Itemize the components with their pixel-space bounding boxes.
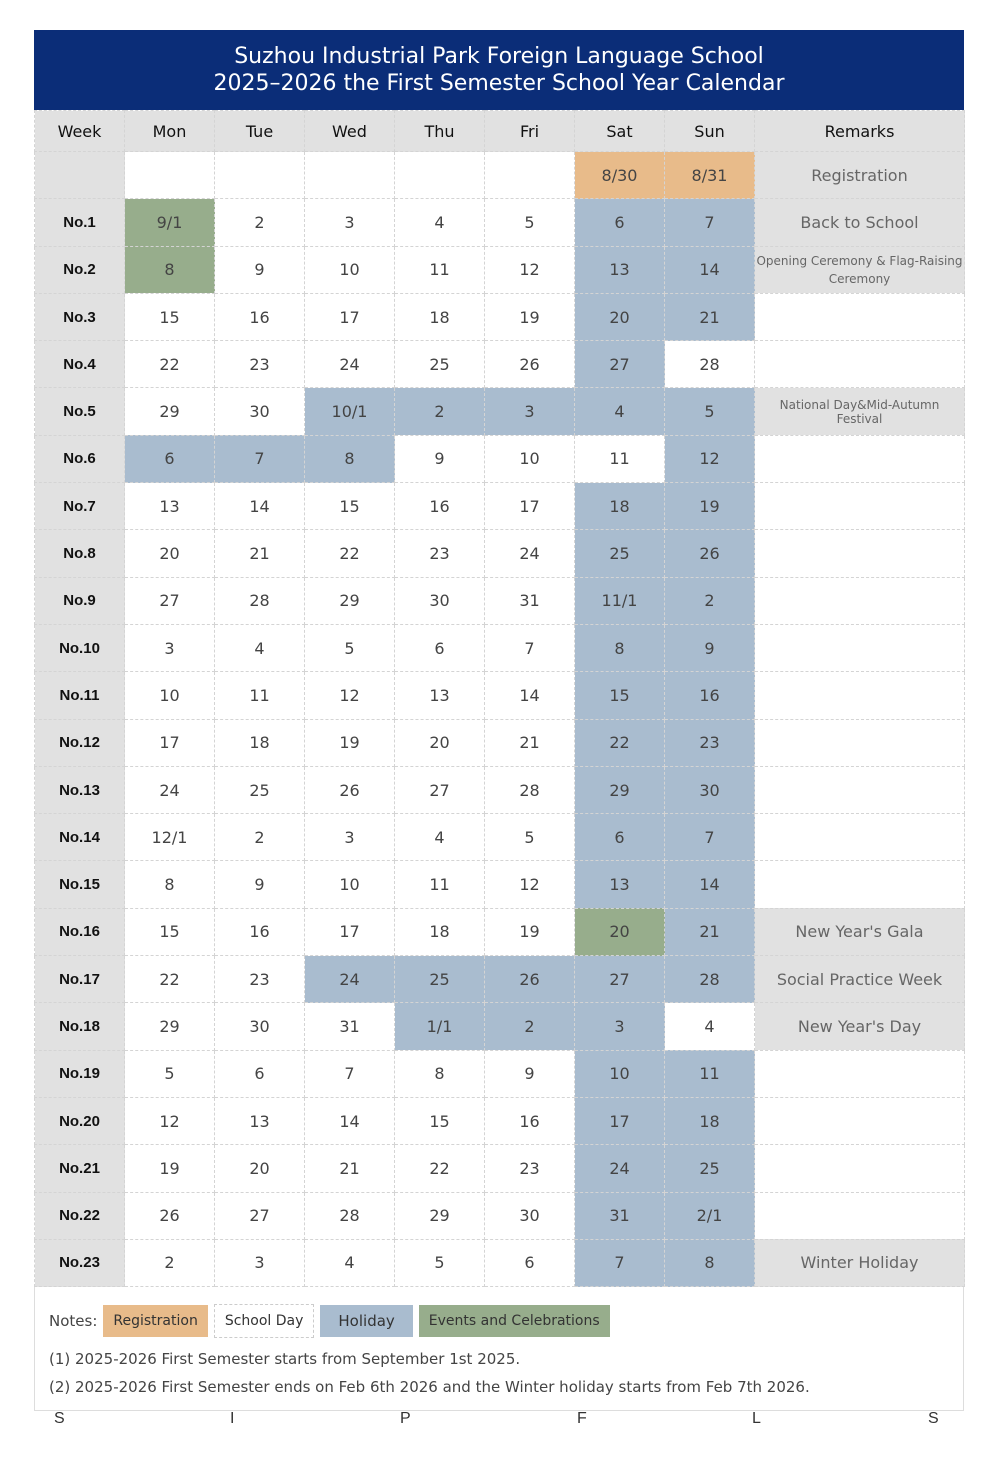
day-cell-thu: 27: [395, 766, 485, 813]
day-cell-sat: 6: [575, 814, 665, 861]
day-cell-sat: 11: [575, 435, 665, 482]
week-row: [35, 1050, 965, 1097]
day-cell-sat: 13: [575, 861, 665, 908]
day-cell-thu: 25: [395, 341, 485, 388]
day-cell-thu: 30: [395, 577, 485, 624]
day-cell-sat: 8/30: [575, 152, 665, 199]
week-row: [35, 1145, 965, 1192]
day-cell-wed: 17: [305, 293, 395, 340]
day-cell-fri: 14: [485, 672, 575, 719]
week-row: [35, 388, 965, 435]
week-label: No.7: [35, 483, 125, 530]
week-label: No.18: [35, 1003, 125, 1050]
footer-letter: L: [752, 1410, 761, 1427]
day-cell-fri: 9: [485, 1050, 575, 1097]
day-cell-fri: 12: [485, 246, 575, 293]
day-cell-sun: 2/1: [665, 1192, 755, 1239]
day-cell-mon: 5: [125, 1050, 215, 1097]
day-cell-fri: 5: [485, 814, 575, 861]
day-cell-mon: 12/1: [125, 814, 215, 861]
day-cell-mon: [125, 152, 215, 199]
day-cell-wed: 10: [305, 246, 395, 293]
day-cell-wed: 29: [305, 577, 395, 624]
day-cell-mon: 15: [125, 908, 215, 955]
day-cell-tue: 21: [215, 530, 305, 577]
week-row: [35, 577, 965, 624]
remark-cell: [755, 766, 965, 813]
day-cell-thu: 25: [395, 956, 485, 1003]
day-cell-sun: 30: [665, 766, 755, 813]
day-cell-sun: 28: [665, 341, 755, 388]
header-fri: Fri: [485, 111, 575, 152]
remark-cell: [755, 1192, 965, 1239]
day-cell-sat: 3: [575, 1003, 665, 1050]
day-cell-thu: 1/1: [395, 1003, 485, 1050]
day-cell-sun: 18: [665, 1097, 755, 1144]
remark-cell: [755, 719, 965, 766]
day-cell-wed: 5: [305, 624, 395, 671]
day-cell-tue: 7: [215, 435, 305, 482]
remark-cell: Back to School: [755, 199, 965, 246]
week-row: [35, 435, 965, 482]
day-cell-wed: 12: [305, 672, 395, 719]
week-row: [35, 908, 965, 955]
day-cell-sat: 25: [575, 530, 665, 577]
week-label: No.22: [35, 1192, 125, 1239]
remark-cell: National Day&Mid-Autumn Festival: [755, 388, 965, 435]
day-cell-thu: 23: [395, 530, 485, 577]
day-cell-fri: 30: [485, 1192, 575, 1239]
week-row: [35, 1192, 965, 1239]
week-label: No.12: [35, 719, 125, 766]
day-cell-sat: 7: [575, 1239, 665, 1286]
week-label: No.23: [35, 1239, 125, 1286]
day-cell-tue: 23: [215, 956, 305, 1003]
day-cell-wed: 10: [305, 861, 395, 908]
week-row: [35, 1003, 965, 1050]
week-row: [35, 861, 965, 908]
week-label: No.16: [35, 908, 125, 955]
day-cell-sat: 24: [575, 1145, 665, 1192]
week-row: [35, 483, 965, 530]
day-cell-sun: 16: [665, 672, 755, 719]
day-cell-mon: 2: [125, 1239, 215, 1286]
day-cell-tue: 6: [215, 1050, 305, 1097]
day-cell-thu: [395, 152, 485, 199]
day-cell-fri: 24: [485, 530, 575, 577]
remark-cell: New Year's Gala: [755, 908, 965, 955]
week-label: No.6: [35, 435, 125, 482]
day-cell-sun: 19: [665, 483, 755, 530]
day-cell-thu: 9: [395, 435, 485, 482]
day-cell-sun: 8: [665, 1239, 755, 1286]
day-cell-tue: 16: [215, 908, 305, 955]
day-cell-thu: 2: [395, 388, 485, 435]
remark-cell: [755, 624, 965, 671]
legend-school-day: School Day: [214, 1304, 315, 1338]
day-cell-fri: [485, 152, 575, 199]
day-cell-mon: 29: [125, 388, 215, 435]
day-cell-mon: 29: [125, 1003, 215, 1050]
week-row: [35, 1239, 965, 1286]
day-cell-thu: 11: [395, 246, 485, 293]
day-cell-fri: 26: [485, 341, 575, 388]
remark-cell: [755, 1097, 965, 1144]
day-cell-wed: 22: [305, 530, 395, 577]
day-cell-wed: 19: [305, 719, 395, 766]
day-cell-sat: 15: [575, 672, 665, 719]
day-cell-thu: 22: [395, 1145, 485, 1192]
day-cell-fri: 19: [485, 293, 575, 340]
day-cell-thu: 8: [395, 1050, 485, 1097]
week-label: No.1: [35, 199, 125, 246]
day-cell-fri: 16: [485, 1097, 575, 1144]
note-line-1: (1) 2025-2026 First Semester starts from September 1st 2025.: [49, 1350, 521, 1369]
day-cell-sat: 10: [575, 1050, 665, 1097]
day-cell-sun: 12: [665, 435, 755, 482]
day-cell-tue: 16: [215, 293, 305, 340]
day-cell-mon: 13: [125, 483, 215, 530]
remark-cell: [755, 1145, 965, 1192]
day-cell-thu: 29: [395, 1192, 485, 1239]
day-cell-sat: 20: [575, 293, 665, 340]
day-cell-tue: 9: [215, 861, 305, 908]
week-row: [35, 956, 965, 1003]
day-cell-tue: 25: [215, 766, 305, 813]
legend-events: Events and Celebrations: [419, 1305, 610, 1337]
header-thu: Thu: [395, 111, 485, 152]
remark-cell: [755, 435, 965, 482]
remark-cell: Registration: [755, 152, 965, 199]
day-cell-mon: 3: [125, 624, 215, 671]
legend-registration: Registration: [103, 1305, 207, 1337]
day-cell-wed: 3: [305, 199, 395, 246]
day-cell-sun: 23: [665, 719, 755, 766]
day-cell-thu: 18: [395, 293, 485, 340]
day-cell-wed: 17: [305, 908, 395, 955]
day-cell-sun: 11: [665, 1050, 755, 1097]
day-cell-fri: 17: [485, 483, 575, 530]
title-line-1: Suzhou Industrial Park Foreign Language School: [234, 44, 764, 69]
day-cell-tue: 11: [215, 672, 305, 719]
week-label: No.8: [35, 530, 125, 577]
day-cell-fri: 5: [485, 199, 575, 246]
day-cell-fri: 3: [485, 388, 575, 435]
remark-cell: [755, 861, 965, 908]
day-cell-mon: 9/1: [125, 199, 215, 246]
school-calendar: [34, 30, 964, 1411]
day-cell-sat: 13: [575, 246, 665, 293]
day-cell-thu: 18: [395, 908, 485, 955]
header-sun: Sun: [665, 111, 755, 152]
footer-letter: I: [230, 1410, 235, 1427]
week-row: [35, 152, 965, 199]
day-cell-sun: 14: [665, 246, 755, 293]
week-label: No.20: [35, 1097, 125, 1144]
day-cell-wed: 24: [305, 341, 395, 388]
day-cell-mon: 24: [125, 766, 215, 813]
day-cell-fri: 26: [485, 956, 575, 1003]
day-cell-tue: 23: [215, 341, 305, 388]
week-label: No.17: [35, 956, 125, 1003]
day-cell-thu: 13: [395, 672, 485, 719]
day-cell-wed: 8: [305, 435, 395, 482]
day-cell-mon: 12: [125, 1097, 215, 1144]
day-cell-sun: 2: [665, 577, 755, 624]
week-label: No.3: [35, 293, 125, 340]
remark-cell: [755, 483, 965, 530]
remark-cell: [755, 1050, 965, 1097]
day-cell-mon: 19: [125, 1145, 215, 1192]
day-cell-sun: 28: [665, 956, 755, 1003]
day-cell-sat: 17: [575, 1097, 665, 1144]
week-label: [35, 152, 125, 199]
day-cell-fri: 6: [485, 1239, 575, 1286]
day-cell-sun: 21: [665, 908, 755, 955]
day-cell-wed: 14: [305, 1097, 395, 1144]
footer-letter: P: [400, 1410, 411, 1427]
day-cell-fri: 10: [485, 435, 575, 482]
day-cell-thu: 4: [395, 199, 485, 246]
day-cell-sat: 8: [575, 624, 665, 671]
week-row: [35, 766, 965, 813]
week-label: No.9: [35, 577, 125, 624]
remark-cell: [755, 814, 965, 861]
day-cell-thu: 16: [395, 483, 485, 530]
day-cell-fri: 28: [485, 766, 575, 813]
day-cell-fri: 21: [485, 719, 575, 766]
day-cell-wed: 15: [305, 483, 395, 530]
day-cell-sat: 20: [575, 908, 665, 955]
remark-cell: [755, 341, 965, 388]
header-remarks: Remarks: [755, 111, 965, 152]
day-cell-tue: 2: [215, 199, 305, 246]
day-cell-tue: 27: [215, 1192, 305, 1239]
notes-section: [34, 1287, 964, 1411]
day-cell-sun: 25: [665, 1145, 755, 1192]
week-label: No.5: [35, 388, 125, 435]
day-cell-tue: 9: [215, 246, 305, 293]
day-cell-wed: 4: [305, 1239, 395, 1286]
header-week: Week: [35, 111, 125, 152]
week-label: No.15: [35, 861, 125, 908]
legend-holiday: Holiday: [320, 1305, 412, 1337]
day-cell-sun: 5: [665, 388, 755, 435]
day-cell-sun: 8/31: [665, 152, 755, 199]
remark-cell: New Year's Day: [755, 1003, 965, 1050]
day-cell-sat: 27: [575, 956, 665, 1003]
week-label: No.4: [35, 341, 125, 388]
note-line-2: (2) 2025-2026 First Semester ends on Feb 6th 2026 and the Winter holiday starts from Feb 7th 2026.: [49, 1378, 810, 1397]
day-cell-fri: 7: [485, 624, 575, 671]
day-cell-tue: 13: [215, 1097, 305, 1144]
header-mon: Mon: [125, 111, 215, 152]
day-cell-tue: 20: [215, 1145, 305, 1192]
day-cell-sat: 31: [575, 1192, 665, 1239]
legend: [49, 1287, 949, 1338]
week-row: [35, 672, 965, 719]
calendar-table: [34, 110, 965, 1287]
day-cell-sat: 4: [575, 388, 665, 435]
day-cell-sat: 29: [575, 766, 665, 813]
day-cell-mon: 8: [125, 246, 215, 293]
day-cell-sat: 6: [575, 199, 665, 246]
footer-letter: S: [54, 1410, 65, 1427]
week-row: [35, 341, 965, 388]
day-cell-thu: 6: [395, 624, 485, 671]
day-cell-sat: 18: [575, 483, 665, 530]
day-cell-tue: 14: [215, 483, 305, 530]
day-cell-wed: 28: [305, 1192, 395, 1239]
remark-cell: [755, 577, 965, 624]
week-label: No.11: [35, 672, 125, 719]
footer-letters: [34, 1410, 964, 1434]
day-cell-fri: 19: [485, 908, 575, 955]
day-cell-tue: 18: [215, 719, 305, 766]
day-cell-mon: 17: [125, 719, 215, 766]
day-cell-tue: 28: [215, 577, 305, 624]
day-cell-sat: 27: [575, 341, 665, 388]
day-cell-mon: 22: [125, 956, 215, 1003]
day-cell-thu: 20: [395, 719, 485, 766]
notes-label: Notes:: [49, 1312, 98, 1331]
footer-letter: S: [928, 1410, 939, 1427]
day-cell-wed: 10/1: [305, 388, 395, 435]
header-tue: Tue: [215, 111, 305, 152]
day-cell-wed: 7: [305, 1050, 395, 1097]
day-cell-tue: 2: [215, 814, 305, 861]
day-cell-tue: [215, 152, 305, 199]
day-cell-mon: 22: [125, 341, 215, 388]
remark-cell: [755, 530, 965, 577]
week-row: [35, 530, 965, 577]
day-cell-wed: 3: [305, 814, 395, 861]
week-label: No.19: [35, 1050, 125, 1097]
day-cell-fri: 2: [485, 1003, 575, 1050]
day-cell-wed: 21: [305, 1145, 395, 1192]
day-cell-tue: 3: [215, 1239, 305, 1286]
day-cell-mon: 10: [125, 672, 215, 719]
day-cell-wed: [305, 152, 395, 199]
title-line-2: 2025–2026 the First Semester School Year Calendar: [213, 71, 785, 96]
calendar-title-banner: [34, 30, 964, 110]
day-cell-fri: 12: [485, 861, 575, 908]
day-cell-wed: 31: [305, 1003, 395, 1050]
day-cell-thu: 11: [395, 861, 485, 908]
footer-letter: F: [577, 1410, 587, 1427]
header-sat: Sat: [575, 111, 665, 152]
day-cell-thu: 5: [395, 1239, 485, 1286]
day-cell-sun: 7: [665, 199, 755, 246]
week-row: [35, 624, 965, 671]
week-row: [35, 246, 965, 293]
remark-cell: Social Practice Week: [755, 956, 965, 1003]
day-cell-sat: 11/1: [575, 577, 665, 624]
header-row: [35, 111, 965, 152]
day-cell-tue: 30: [215, 388, 305, 435]
day-cell-tue: 4: [215, 624, 305, 671]
week-label: No.10: [35, 624, 125, 671]
remark-cell: [755, 293, 965, 340]
day-cell-mon: 27: [125, 577, 215, 624]
day-cell-thu: 15: [395, 1097, 485, 1144]
day-cell-sat: 22: [575, 719, 665, 766]
header-wed: Wed: [305, 111, 395, 152]
day-cell-mon: 20: [125, 530, 215, 577]
day-cell-mon: 15: [125, 293, 215, 340]
day-cell-sun: 7: [665, 814, 755, 861]
day-cell-sun: 26: [665, 530, 755, 577]
week-label: No.2: [35, 246, 125, 293]
week-label: No.13: [35, 766, 125, 813]
week-row: [35, 199, 965, 246]
day-cell-wed: 24: [305, 956, 395, 1003]
day-cell-mon: 8: [125, 861, 215, 908]
day-cell-fri: 23: [485, 1145, 575, 1192]
week-row: [35, 293, 965, 340]
day-cell-sun: 9: [665, 624, 755, 671]
calendar-body: [35, 152, 965, 1287]
day-cell-sun: 21: [665, 293, 755, 340]
week-label: No.14: [35, 814, 125, 861]
remark-cell: [755, 672, 965, 719]
week-row: [35, 719, 965, 766]
day-cell-mon: 26: [125, 1192, 215, 1239]
week-row: [35, 1097, 965, 1144]
day-cell-tue: 30: [215, 1003, 305, 1050]
day-cell-sun: 4: [665, 1003, 755, 1050]
day-cell-thu: 4: [395, 814, 485, 861]
day-cell-sun: 14: [665, 861, 755, 908]
week-label: No.21: [35, 1145, 125, 1192]
day-cell-fri: 31: [485, 577, 575, 624]
remark-cell: Opening Ceremony & Flag-Raising Ceremony: [755, 246, 965, 293]
day-cell-wed: 26: [305, 766, 395, 813]
day-cell-mon: 6: [125, 435, 215, 482]
remark-cell: Winter Holiday: [755, 1239, 965, 1286]
week-row: [35, 814, 965, 861]
